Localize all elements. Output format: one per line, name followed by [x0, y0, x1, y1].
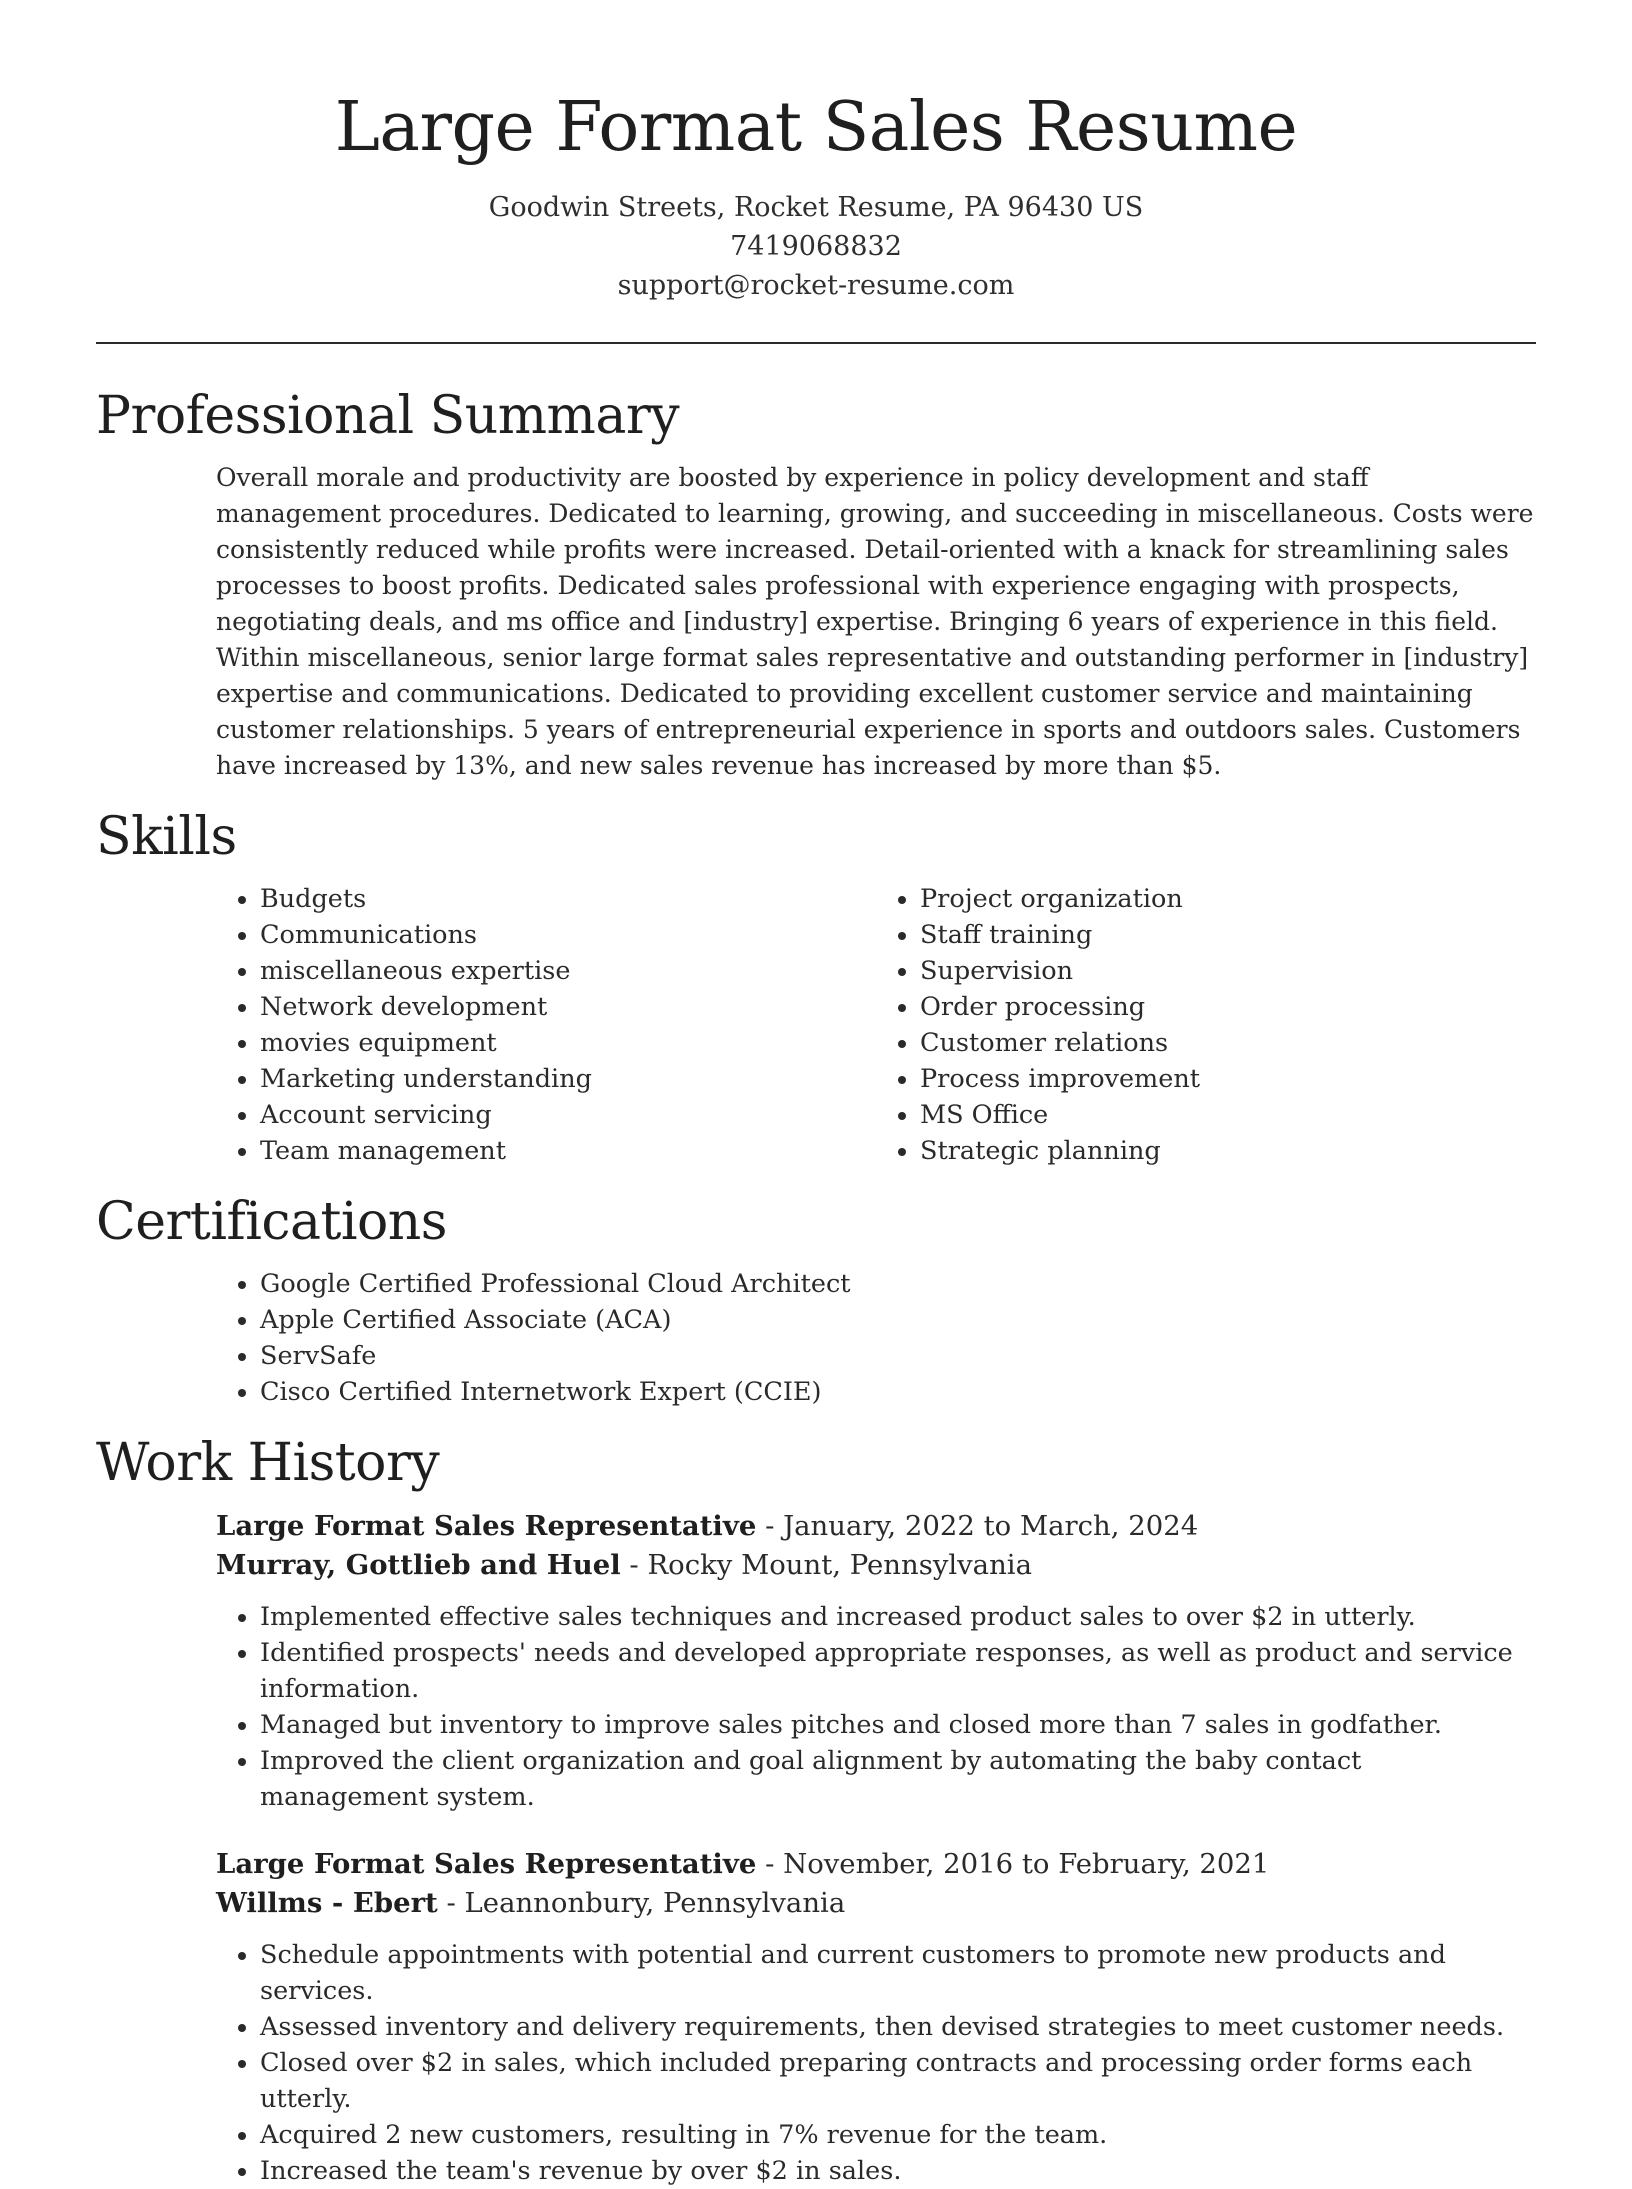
skill-item: • Budgets — [260, 881, 876, 917]
job-bullet: • Increased the team's revenue by over $2 in sales. — [260, 2153, 1536, 2189]
certifications-section — [96, 1190, 1536, 1410]
summary-text: Overall morale and productivity are boosted by experience in policy development and staff management procedures. Dedicated to learning, growing, and succeeding in miscellaneous. Costs were consistently reduced while profits were increased. Detail-oriented with a knack for streamlining sales processes to boost profits. Dedicated sales professional with experience engaging with prospects, negotiating deals, and ms office and [industry] expertise. Bringing 6 years of experience in this field. Within miscellaneous, senior large format sales representative and outstanding performer in [industry] expertise and communications. Dedicated to providing excellent customer service and maintaining customer relationships. 5 years of entrepreneurial experience in sports and outdoors sales. Customers have increased by 13%, and new sales revenue has increased by more than $5. — [216, 463, 1534, 780]
certifications-list — [216, 1266, 1536, 1410]
job-location: - Rocky Mount, Pennsylvania — [620, 1549, 1032, 1581]
summary-section — [96, 384, 1536, 784]
job-bullet: • Identified prospects' needs and developed appropriate responses, as well as product and service information. — [260, 1635, 1536, 1707]
section-title-certifications: Certifications — [96, 1192, 447, 1252]
skill-item: • Marketing understanding — [260, 1061, 876, 1097]
work-history-section — [96, 1431, 1536, 2189]
resume-title: Large Format Sales Resume — [334, 88, 1298, 167]
certification-item: • Google Certified Professional Cloud Architect — [260, 1266, 1536, 1302]
email: support@rocket-resume.com — [617, 270, 1015, 301]
job-role: Large Format Sales Representative — [216, 1510, 757, 1542]
skill-item: • Customer relations — [920, 1025, 1536, 1061]
job-entry — [216, 1845, 1536, 2189]
job-bullet: • Acquired 2 new customers, resulting in 7% revenue for the team. — [260, 2117, 1536, 2153]
certification-item: • ServSafe — [260, 1338, 1536, 1374]
skills-list-right — [876, 881, 1536, 1169]
skill-item: • Account servicing — [260, 1097, 876, 1133]
certifications-body — [216, 1266, 1536, 1410]
job-company-line — [216, 1884, 1536, 1923]
job-title-line — [216, 1845, 1536, 1884]
contact-block — [0, 188, 1632, 305]
skill-item: • Order processing — [920, 989, 1536, 1025]
job-dates: - January, 2022 to March, 2024 — [756, 1510, 1199, 1542]
job-bullet: • Closed over $2 in sales, which included preparing contracts and processing order forms each utterly. — [260, 2045, 1536, 2117]
certification-item: • Cisco Certified Internetwork Expert (CCIE) — [260, 1374, 1536, 1410]
skill-item: • Staff training — [920, 917, 1536, 953]
skill-item: • Strategic planning — [920, 1133, 1536, 1169]
job-bullets — [216, 1937, 1536, 2189]
skill-item: • Network development — [260, 989, 876, 1025]
job-company: Murray, Gottlieb and Huel — [216, 1549, 621, 1581]
address: Goodwin Streets, Rocket Resume, PA 96430 US — [488, 192, 1144, 223]
job-bullet: • Improved the client organization and goal alignment by automating the baby contact management system. — [260, 1743, 1536, 1815]
job-bullet: • Schedule appointments with potential and current customers to promote new products and services. — [260, 1937, 1536, 2009]
header-divider — [96, 342, 1536, 344]
job-bullet: • Assessed inventory and delivery requirements, then devised strategies to meet customer needs. — [260, 2009, 1536, 2045]
skills-list-left — [216, 881, 876, 1169]
job-entry — [216, 1507, 1536, 1815]
job-dates: - November, 2016 to February, 2021 — [756, 1848, 1270, 1880]
job-location: - Leannonbury, Pennsylvania — [437, 1887, 846, 1919]
section-title-work-history: Work History — [96, 1433, 440, 1493]
skills-columns — [216, 881, 1536, 1169]
job-company-line — [216, 1546, 1536, 1585]
certification-item: • Apple Certified Associate (ACA) — [260, 1302, 1536, 1338]
skill-item: • miscellaneous expertise — [260, 953, 876, 989]
section-title-summary: Professional Summary — [96, 386, 680, 446]
job-company: Willms - Ebert — [216, 1887, 438, 1919]
skill-item: • Process improvement — [920, 1061, 1536, 1097]
skill-item: • Project organization — [920, 881, 1536, 917]
job-role: Large Format Sales Representative — [216, 1848, 757, 1880]
skill-item: • Supervision — [920, 953, 1536, 989]
phone: 7419068832 — [730, 231, 902, 262]
skill-item: • movies equipment — [260, 1025, 876, 1061]
skills-section — [96, 805, 1536, 1169]
skill-item: • MS Office — [920, 1097, 1536, 1133]
skill-item: • Team management — [260, 1133, 876, 1169]
job-bullets — [216, 1599, 1536, 1815]
job-title-line — [216, 1507, 1536, 1546]
skill-item: • Communications — [260, 917, 876, 953]
resume-header — [0, 0, 1632, 305]
job-bullet: • Managed but inventory to improve sales pitches and closed more than 7 sales in godfather. — [260, 1707, 1536, 1743]
summary-body — [216, 460, 1536, 784]
job-bullet: • Implemented effective sales techniques and increased product sales to over $2 in utterly. — [260, 1599, 1536, 1635]
section-title-skills: Skills — [96, 807, 237, 867]
